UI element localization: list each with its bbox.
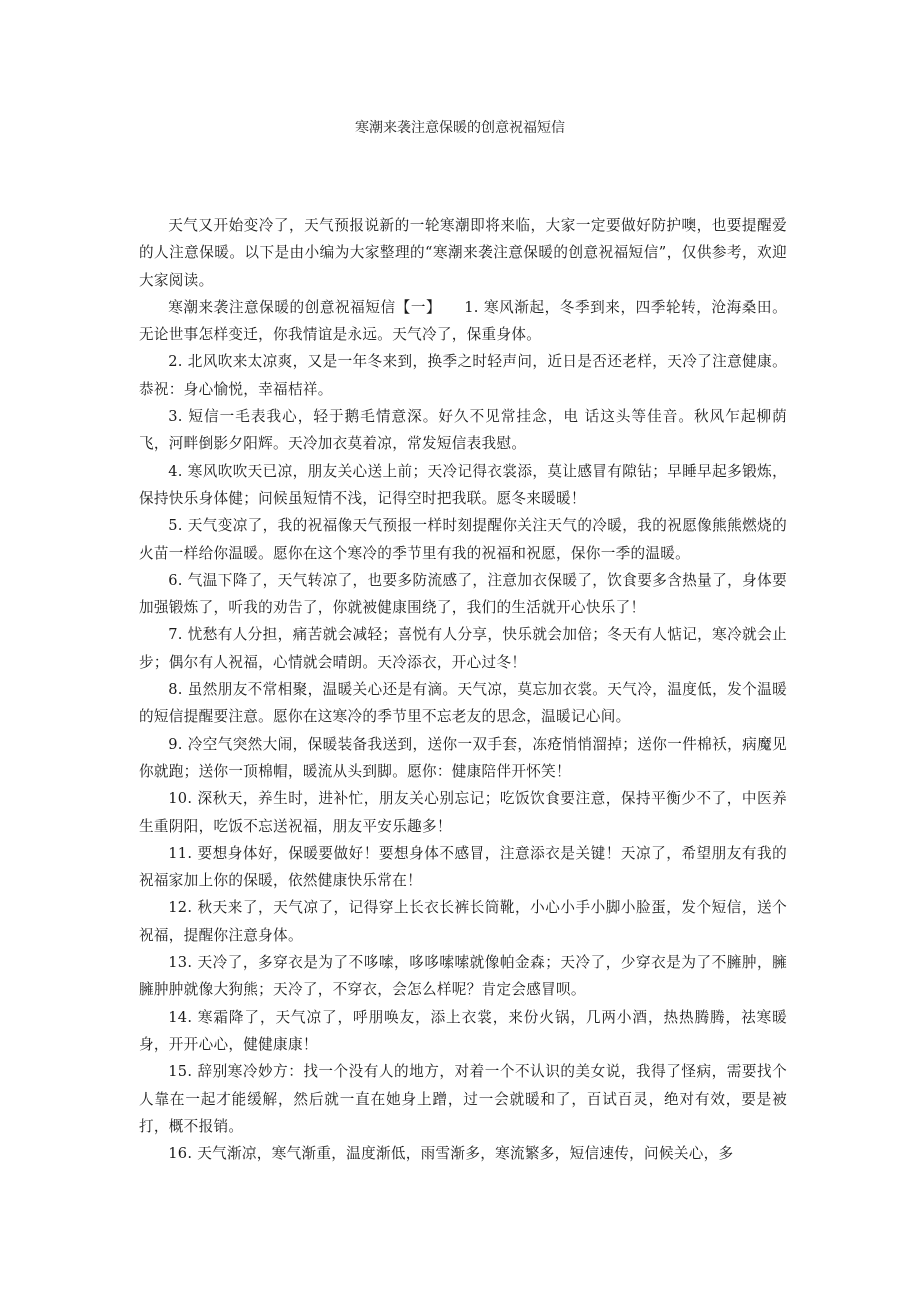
paragraph-item: 7. 忧愁有人分担，痛苦就会减轻；喜悦有人分享，快乐就会加倍；冬天有人惦记，寒冷就会止步；偶尔有人祝福，心情就会晴朗。天冷添衣，开心过冬！ bbox=[139, 626, 787, 671]
paragraph-item: 6. 气温下降了，天气转凉了，也要多防流感了，注意加衣保暖了，饮食要多含热量了，身体要加强锻炼了，听我的劝告了，你就被健康围绕了，我们的生活就开心快乐了！ bbox=[139, 571, 787, 617]
paragraph-item: 4. 寒风吹吹天已凉，朋友关心送上前；天冷记得衣裳添，莫让感冒有隙钻；早睡早起多锻炼，保持快乐身体健；问候虽短情不浅，记得空时把我联。愿冬来暖暖！ bbox=[139, 462, 787, 507]
paragraph-item: 3. 短信一毛表我心，轻于鹅毛情意深。好久不见常挂念，电 话这头等佳音。秋风乍起柳荫飞，河畔倒影夕阳辉。天冷加衣莫着凉，常发短信表我慰。 bbox=[139, 408, 787, 453]
paragraph-item: 11. 要想身体好，保暖要做好！要想身体不感冒，注意添衣是关键！天凉了，希望朋友有我的祝福家加上你的保暖，依然健康快乐常在！ bbox=[139, 844, 787, 890]
document-body bbox=[139, 212, 787, 1167]
paragraph-item: 8. 虽然朋友不常相聚，温暖关心还是有滴。天气凉，莫忘加衣裳。天气冷，温度低，发个温暖的短信提醒要注意。愿你在这寒冷的季节里不忘老友的思念，温暖记心间。 bbox=[139, 681, 787, 726]
paragraph-item: 12. 秋天来了，天气凉了，记得穿上长衣长裤长筒靴，小心小手小脚小脸蛋，发个短信，送个祝福，提醒你注意身体。 bbox=[139, 899, 787, 944]
document-title: 寒潮来袭注意保暖的创意祝福短信 bbox=[355, 120, 565, 136]
paragraph-item: 9. 冷空气突然大闹，保暖装备我送到，送你一双手套，冻疮悄悄溜掉；送你一件棉袄，病魔见你就跑；送你一顶棉帽，暖流从头到脚。愿你：健康陪伴开怀笑！ bbox=[139, 735, 787, 780]
paragraph-item: 13. 天冷了，多穿衣是为了不哆嗦，哆哆嗦嗦就像帕金森；天冷了，少穿衣是为了不臃肿，臃臃肿肿就像大狗熊；天冷了，不穿衣，会怎么样呢？肯定会感冒呗。 bbox=[139, 954, 787, 999]
paragraph-item: 16. 天气渐凉，寒气渐重，温度渐低，雨雪渐多，寒流繁多，短信速传，问候关心，多 bbox=[168, 1145, 734, 1163]
paragraph-section-1: 寒潮来袭注意保暖的创意祝福短信【一】 1. 寒风渐起，冬季到来，四季轮转，沧海桑田。无论世事怎样变迁，你我情谊是永远。天气冷了，保重身体。 bbox=[139, 298, 787, 344]
paragraph-item: 5. 天气变凉了，我的祝福像天气预报一样时刻提醒你关注天气的冷暖，我的祝愿像熊熊燃烧的火苗一样给你温暖。愿你在这个寒冷的季节里有我的祝福和祝愿，保你一季的温暖。 bbox=[139, 517, 787, 562]
paragraph-item: 14. 寒霜降了，天气凉了，呼朋唤友，添上衣裳，来份火锅，几两小酒，热热腾腾，祛寒暖身，开开心心，健健康康！ bbox=[139, 1008, 787, 1053]
paragraph-item: 10. 深秋天，养生时，进补忙，朋友关心别忘记；吃饭饮食要注意，保持平衡少不了，中医养生重阴阳，吃饭不忘送祝福，朋友平安乐趣多！ bbox=[139, 790, 787, 835]
paragraph-item: 2. 北风吹来太凉爽，又是一年冬来到，换季之时轻声问，近日是否还老样，天冷了注意健康。恭祝：身心愉悦，幸福桔祥。 bbox=[139, 353, 787, 398]
paragraph-item: 15. 辞别寒冷妙方：找一个没有人的地方，对着一个不认识的美女说，我得了怪病，需要找个人靠在一起才能缓解，然后就一直在她身上蹭，过一会就暖和了，百试百灵，绝对有效，要是被打，概不报销。 bbox=[139, 1063, 787, 1135]
paragraph-intro: 天气又开始变冷了，天气预报说新的一轮寒潮即将来临，大家一定要做好防护噢，也要提醒爱的人注意保暖。以下是由小编为大家整理的“寒潮来袭注意保暖的创意祝福短信”，仅供参考，欢迎大家阅读。 bbox=[139, 217, 787, 289]
